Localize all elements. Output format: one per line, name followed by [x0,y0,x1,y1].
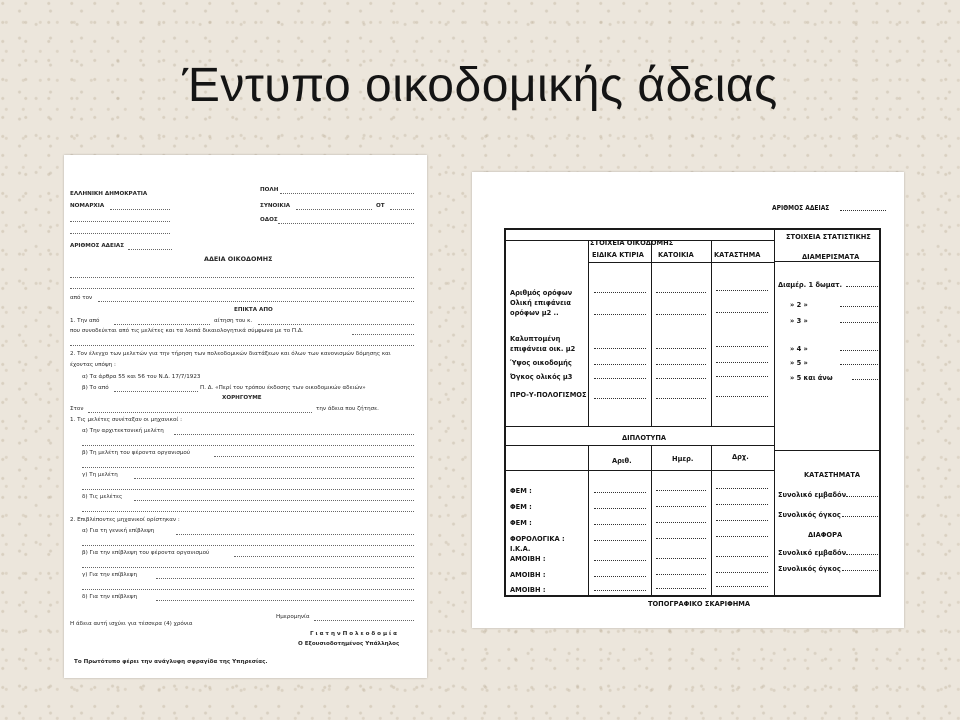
receipt-row-tax: ΦΟΡΟΛΟΓΙΚΑ : [510,534,565,543]
slide-title: Έντυπο οικοδομικής άδειας [182,59,778,112]
row-label-budget: ΠΡΟ-Υ-ΠΟΛΟΓΙΣΜΟΣ [510,390,587,399]
receipt-col-date: Ημερ. [672,454,694,463]
apartment-row-6: » 5 και άνω [790,373,833,382]
receipt-cell-dots [656,588,706,589]
statistics-table [504,228,881,597]
item-1-dots-a [114,324,210,325]
item-1-mid: αίτηση του κ. [214,318,253,324]
receipt-cell-dots [716,556,768,557]
from-dots [98,301,414,302]
row-label-covered-2: επιφάνεια οικ. μ2 [510,344,576,353]
receipt-cell-dots [594,492,646,493]
apartment-row-2-dots [840,306,878,307]
receipts-heading: ΔΙΠΛΟΤΥΠΑ [622,433,667,442]
receipt-cell-dots [594,540,646,541]
supervisor-c-dots [156,578,414,579]
receipt-row-ika: Ι.Κ.Α. [510,544,531,553]
receipt-cell-dots [716,520,768,521]
cell-dots [716,362,768,363]
building-heading: ΣΤΟΙΧΕΙΑ ΟΙΚΟΔΟΜΗΣ [590,238,674,247]
stats-heading: ΣΤΟΙΧΕΙΑ ΣΤΑΤΙΣΤΙΚΗΣ [786,232,871,241]
receipt-row-fee-2: ΑΜΟΙΒΗ : [510,570,546,579]
row-label-volume: Όγκος ολικός μ3 [510,372,573,381]
receipt-cell-dots [716,488,768,489]
study-a: α) Την αρχιτεκτονική μελέτη [82,428,164,434]
supervisor-b: β) Για την επίβλεψη του φέροντα οργανισμού [82,550,210,556]
study-c-dots-2 [82,489,414,490]
receipt-cell-dots [716,572,768,573]
blank-line-3 [70,345,414,346]
cell-dots [594,398,646,399]
study-d: δ) Τις μελέτες [82,494,123,500]
blank-line-2 [70,288,414,289]
divider-col-1 [588,240,589,426]
item-b-suffix: Π. Δ. «Περί του τρόπου έκδοσης των οικοδομικών αδειών» [200,385,366,391]
receipt-row-fee-3: ΑΜΟΙΒΗ : [510,585,546,594]
studies-intro: 1. Τις μελέτες συνέταξαν οι μηχανικοί : [70,417,182,423]
misc-total-area-dots [846,554,878,555]
signature-line-2: Ο Εξουσιοδοτημένος Υπάλληλος [298,641,400,647]
apartment-row-5: » 5 » [790,358,808,367]
rule-under-stats-heading [774,261,879,262]
grant-heading: ΧΟΡΗΓΟΥΜΕ [222,395,262,401]
permit-number-dots [128,249,172,250]
row-label-total-area: Ολική επιφάνεια [510,298,571,307]
row-label-covered: Καλυπτομένη [510,334,561,343]
receipt-cell-dots [656,538,706,539]
receipt-col-number: Αριθ. [612,456,632,465]
divider-col-3 [711,240,712,426]
apartment-row-6-dots [852,379,878,380]
divider-receipt-col-1 [588,445,589,595]
rule-above-receipts [506,426,774,427]
left-blank-dots-2 [70,233,170,234]
study-c: γ) Τη μελέτη [82,472,118,478]
street-dots [278,223,414,224]
receipt-cell-dots [594,508,646,509]
item-1-continuation: που συνοδεύεται από τις μελέτες και τα λοιπά δικαιολογητικά σύμφωνα με το Π.Δ. [70,328,304,334]
cell-dots [656,348,706,349]
column-header-shop: ΚΑΤΑΣΤΗΜΑ [714,250,761,259]
apartment-row-3-dots [840,322,878,323]
study-c-dots [134,478,414,479]
divider-receipt-col-2 [651,445,652,595]
item-b-prefix: β) Το από [82,385,109,391]
misc-total-area: Συνολικό εμβαδόν [778,548,847,557]
rule-under-receipts-heading [506,445,774,446]
rule-under-receipt-columns [506,470,774,471]
cell-dots [594,348,646,349]
misc-heading: ΔΙΑΦΟΡΑ [808,530,843,539]
supervisor-a-dots-2 [82,545,414,546]
apartments-heading: ΔΙΑΜΕΡΙΣΜΑΤΑ [802,252,860,261]
cell-dots [716,346,768,347]
rule-under-column-headers [588,262,774,263]
blank-line-1 [70,277,414,278]
study-b-dots [214,456,414,457]
misc-total-volume-dots [842,570,878,571]
back-permit-number-label: ΑΡΙΘΜΟΣ ΑΔΕΙΑΣ [772,204,830,212]
grant-tail: την άδεια που ζήτησε. [316,406,379,412]
permit-number-label: ΑΡΙΘΜΟΣ ΑΔΕΙΑΣ [70,243,125,249]
supervisors-intro: 2. Επιβλέποντες μηχανικοί ορίστηκαν : [70,517,180,523]
supervisor-d-dots [156,600,414,601]
receipt-cell-dots [716,504,768,505]
row-label-height: Ύψος οικοδομής [510,358,572,367]
receipt-cell-dots [594,560,646,561]
item-a-text: α) Τα άρθρα 55 και 56 του Ν.Δ. 17/7/1923 [82,374,201,380]
header-left-line-2: ΝΟΜΑΡΧΙΑ [70,203,105,209]
section-after-heading: ΕΠΙΚΤΑ ΑΠΟ [234,307,273,313]
receipt-row-fem-3: ΦΕΜ : [510,518,532,527]
city-dots [280,193,414,194]
cell-dots [594,292,646,293]
supervisor-d: δ) Για την επίβλεψη [82,594,138,600]
receipt-cell-dots [656,574,706,575]
prefecture-dots [110,209,170,210]
receipt-row-fem-1: ΦΕΜ : [510,486,532,495]
study-a-dots-2 [82,445,414,446]
header-right-line-3: ΟΔΟΣ [260,217,278,223]
front-footer-note: Το Πρωτότυπο φέρει την ανάγλυφη σφραγίδα της Υπηρεσίας. [74,659,268,665]
apartment-row-3: » 3 » [790,316,808,325]
cell-dots [716,396,768,397]
divider-col-2 [651,240,652,426]
grant-to-label: Στον [70,406,84,412]
topographic-sketch-label: ΤΟΠΟΓΡΑΦΙΚΟ ΣΚΑΡΙΦΗΜΑ [648,599,751,608]
cell-dots [656,292,706,293]
shops-total-volume: Συνολικός όγκος [778,510,841,519]
column-header-housing: ΚΑΤΟΙΚΙΑ [658,250,694,259]
study-d-dots-2 [82,511,414,512]
cell-dots [716,376,768,377]
apartment-row-1: Διαμέρ. 1 δωματ. [778,280,843,289]
receipt-cell-dots [594,576,646,577]
grant-to-dots [88,412,312,413]
item-1-dots-c [352,334,414,335]
ot-dots [390,209,414,210]
date-label: Ημερομηνία [276,614,310,620]
item-2-continuation: έχοντας υπόψη : [70,362,116,368]
receipt-row-fee-1: ΑΜΟΙΒΗ : [510,554,546,563]
receipt-cell-dots [716,586,768,587]
divider-receipt-col-3 [711,445,712,595]
receipt-cell-dots [656,490,706,491]
item-2-text: 2. Τον έλεγχο των μελετών για την τήρηση των πολεοδομικών διατάξεων και όλων των κανονισμών δόμησης και [70,351,391,357]
apartment-row-4: » 4 » [790,344,808,353]
row-label-total-area-2: ορόφων μ2 .. [510,308,559,317]
misc-total-volume: Συνολικός όγκος [778,564,841,573]
receipt-cell-dots [716,536,768,537]
cell-dots [716,312,768,313]
shops-total-area-dots [846,496,878,497]
cell-dots [656,364,706,365]
validity-note: Η άδεια αυτή ισχύει για τέσσερα (4) χρόνια [70,621,193,627]
signature-line-1: Γ ι α τ η ν Π ο λ ε ο δ ο μ ί α [310,631,398,637]
date-dots [314,620,414,621]
supervisor-a: α) Για τη γενική επίβλεψη [82,528,155,534]
cell-dots [656,398,706,399]
supervisor-b-dots-2 [82,567,414,568]
study-b-dots-2 [82,467,414,468]
back-permit-number-dots [840,210,886,211]
receipt-cell-dots [656,522,706,523]
receipt-cell-dots [656,558,706,559]
receipt-col-amount: Δρχ. [732,452,749,461]
study-a-dots [174,434,414,435]
receipt-cell-dots [594,590,646,591]
receipt-cell-dots [656,506,706,507]
building-permit-form-back [472,172,904,628]
column-header-special: ΕΙΔΙΚΑ ΚΤΙΡΙΑ [592,250,644,259]
supervisor-c: γ) Για την επίβλεψη [82,572,137,578]
shops-total-volume-dots [842,516,878,517]
supervisor-a-dots [176,534,414,535]
rule-above-shops [774,450,879,451]
header-right-line-2: ΣΥΝΟΙΚΙΑ [260,203,291,209]
item-b-dots [114,391,198,392]
cell-dots [594,364,646,365]
district-dots [296,209,372,210]
cell-dots [594,378,646,379]
header-left-line-1: ΕΛΛΗΝΙΚΗ ΔΗΜΟΚΡΑΤΙΑ [70,191,148,197]
shops-heading: ΚΑΤΑΣΤΗΜΑΤΑ [804,470,861,479]
supervisor-c-dots-2 [82,589,414,590]
from-label: από τον [70,295,93,301]
cell-dots [656,314,706,315]
cell-dots [656,378,706,379]
item-1-label: 1. Την από [70,318,100,324]
building-permit-form-front [64,155,427,678]
row-label-floors: Αριθμός ορόφων [510,288,573,297]
apartment-row-1-dots [846,286,878,287]
apartment-row-5-dots [840,364,878,365]
item-1-dots-b [258,324,414,325]
shops-total-area: Συνολικό εμβαδόν [778,490,847,499]
receipt-cell-dots [594,524,646,525]
divider-stats [774,230,775,595]
apartment-row-4-dots [840,350,878,351]
study-d-dots [134,500,414,501]
study-b: β) Τη μελέτη του φέροντα οργανισμού [82,450,191,456]
apartment-row-2: » 2 » [790,300,808,309]
receipt-row-fem-2: ΦΕΜ : [510,502,532,511]
supervisor-b-dots [234,556,414,557]
ot-label: ΟΤ [376,203,385,209]
left-blank-dots-1 [70,221,170,222]
cell-dots [594,314,646,315]
cell-dots [716,290,768,291]
form-heading: ΑΔΕΙΑ ΟΙΚΟΔΟΜΗΣ [204,255,273,263]
header-right-line-1: ΠΟΛΗ [260,187,279,193]
